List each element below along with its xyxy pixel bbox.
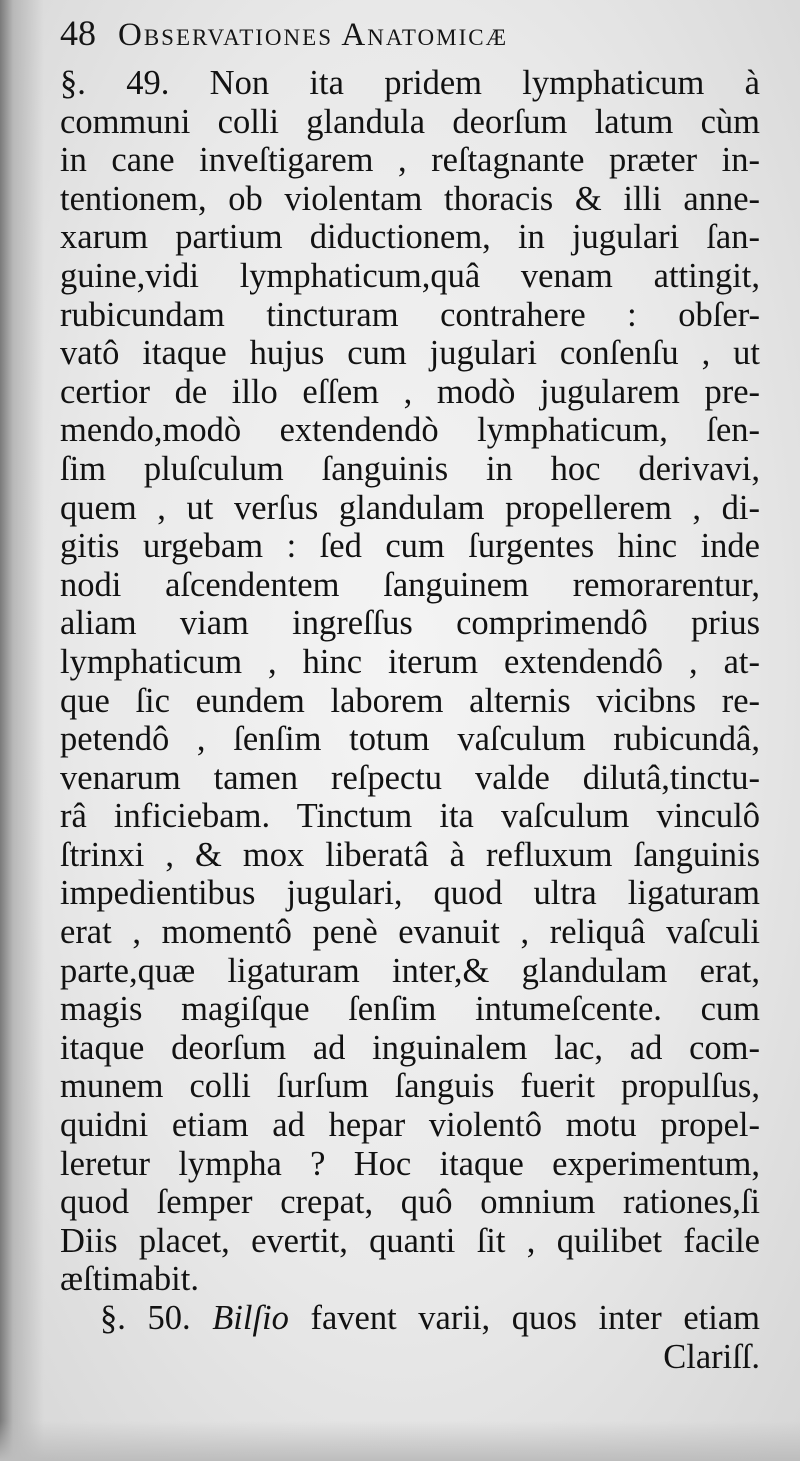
- text-line: xarum partium diductionem, in jugulari ſan-: [60, 218, 760, 257]
- text-line: gitis urgebam : ſed cum ſurgentes hinc inde: [60, 527, 760, 566]
- text-line: petendô , ſenſim totum vaſculum rubicundâ,: [60, 720, 760, 759]
- text-line: nodi aſcendentem ſanguinem remorarentur,: [60, 565, 760, 604]
- text-line: itaque deorſum ad inguinalem lac, ad com-: [60, 1028, 760, 1067]
- text-line: communi colli glandula deorſum latum cùm: [60, 102, 760, 141]
- text-line: tentionem, ob violentam thoracis & illi anne-: [60, 179, 760, 218]
- page-header: [60, 12, 760, 56]
- text-line: æſtimabit.: [60, 1260, 199, 1299]
- text-line: erat , momentô penè evanuit , reliquâ vaſculi: [60, 913, 760, 952]
- text-line: in cane inveſtigarem , reſtagnante præter in-: [60, 141, 760, 180]
- section-50-author: Bilſio: [212, 1299, 289, 1337]
- text-line: aliam viam ingreſſus comprimendô prius: [60, 604, 760, 643]
- text-line: venarum tamen reſpectu valde dilutâ,tinctu-: [60, 758, 760, 797]
- running-head: Observationes Anatomicæ: [118, 17, 509, 53]
- bottom-edge-shadow: [0, 1421, 800, 1461]
- text-line: magis magiſque ſenſim intumeſcente. cum: [60, 990, 760, 1029]
- text-line: munem colli ſurſum ſanguis fuerit propulſus,: [60, 1067, 760, 1106]
- text-line: que ſic eundem laborem alternis vicibns re-: [60, 681, 760, 720]
- text-line: lymphaticum , hinc iterum extendendô , at-: [60, 642, 760, 681]
- body-text: [60, 64, 760, 1376]
- text-line: leretur lympha ? Hoc itaque experimentum,: [60, 1144, 760, 1183]
- section-50-prefix: §. 50.: [100, 1299, 213, 1337]
- gutter-shadow: [0, 0, 44, 1461]
- section-50-line: [60, 1299, 760, 1338]
- text-line: ſim pluſculum ſanguinis in hoc derivavi,: [60, 449, 760, 488]
- page-number: 48: [60, 13, 96, 53]
- catchword: Clariſſ.: [663, 1337, 760, 1376]
- text-line: mendo,modò extendendò lymphaticum, ſen-: [60, 411, 760, 450]
- text-line: ſtrinxi , & mox liberatâ à refluxum ſanguinis: [60, 835, 760, 874]
- text-line: rubicundam tincturam contrahere : obſer-: [60, 295, 760, 334]
- text-line: quem , ut verſus glandulam propellerem , di-: [60, 488, 760, 527]
- text-line: certior de illo eſſem , modò jugularem pre-: [60, 372, 760, 411]
- text-line: impedientibus jugulari, quod ultra ligaturam: [60, 874, 760, 913]
- section-50-rest: favent varii, quos inter etiam: [288, 1299, 760, 1337]
- text-line: guine,vidi lymphaticum,quâ venam attingit,: [60, 256, 760, 295]
- text-line: quod ſemper crepat, quô omnium rationes,ſi: [60, 1183, 760, 1222]
- text-line: râ inficiebam. Tinctum ita vaſculum vinculô: [60, 797, 760, 836]
- text-line: parte,quæ ligaturam inter,& glandulam erat,: [60, 951, 760, 990]
- text-line: quidni etiam ad hepar violentô motu propel-: [60, 1106, 760, 1145]
- text-line: Diis placet, evertit, quanti ſit , quilibet facile: [60, 1221, 760, 1260]
- text-line: §. 49. Non ita pridem lymphaticum à: [60, 64, 760, 102]
- text-line: vatô itaque hujus cum jugulari conſenſu , ut: [60, 334, 760, 373]
